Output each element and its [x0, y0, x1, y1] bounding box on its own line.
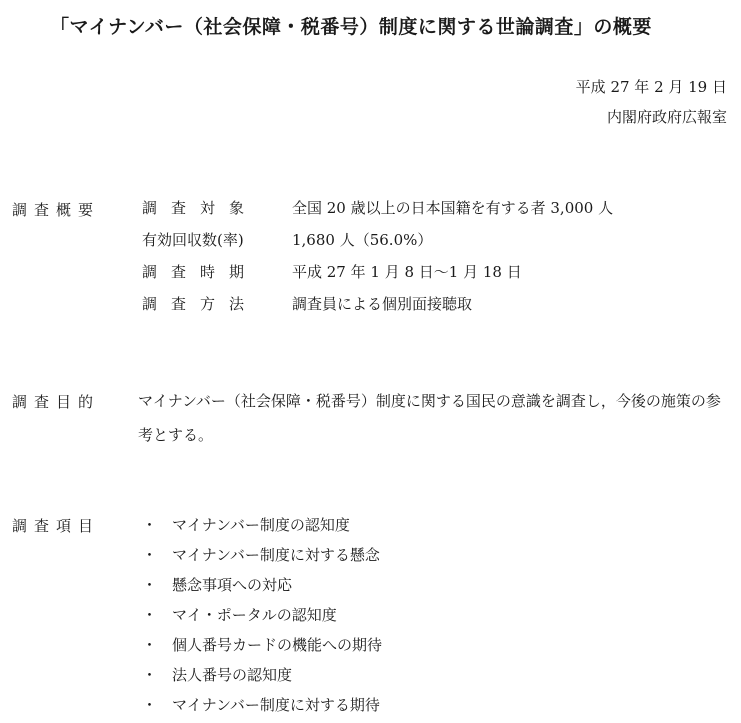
survey-items-list	[142, 510, 382, 720]
issuer-name: 内閣府政府広報室	[606, 108, 727, 126]
list-item	[142, 660, 382, 690]
list-item	[142, 540, 382, 570]
overview-value: 1,680 人（56.0%）	[292, 231, 433, 249]
bullet-icon: ・	[142, 576, 158, 594]
overview-key: 調査時期	[142, 263, 259, 281]
list-item	[142, 570, 382, 600]
list-item	[142, 690, 382, 720]
document-meta	[576, 72, 727, 132]
overview-row-method	[142, 288, 732, 320]
overview-row-target	[142, 192, 732, 224]
list-item	[142, 510, 382, 540]
list-item-text: マイ・ポータルの認知度	[172, 606, 337, 624]
overview-value: 平成 27 年 1 月 8 日～1 月 18 日	[292, 263, 522, 281]
overview-key: 調査対象	[142, 199, 259, 217]
overview-key: 調査方法	[142, 295, 259, 313]
list-item	[142, 600, 382, 630]
bullet-icon: ・	[142, 696, 158, 714]
overview-value: 調査員による個別面接聴取	[292, 295, 473, 313]
overview-row-period	[142, 256, 732, 288]
overview-value: 全国 20 歳以上の日本国籍を有する者 3,000 人	[292, 199, 614, 217]
issue-date: 平成 27 年 2 月 19 日	[575, 78, 727, 96]
bullet-icon: ・	[142, 516, 158, 534]
list-item-text: 法人番号の認知度	[172, 666, 293, 684]
overview-row-response	[142, 224, 732, 256]
bullet-icon: ・	[142, 606, 158, 624]
list-item-text: マイナンバー制度に対する期待	[172, 696, 380, 714]
document-title: 「マイナンバー（社会保障・税番号）制度に関する世論調査」の概要	[50, 16, 652, 38]
list-item-text: 個人番号カードの機能への期待	[172, 636, 383, 654]
overview-section-label: 調査概要	[12, 201, 101, 219]
list-item-text: マイナンバー制度の認知度	[172, 516, 350, 534]
bullet-icon: ・	[142, 636, 158, 654]
list-item-text: 懸念事項への対応	[172, 576, 293, 594]
purpose-text: マイナンバー（社会保障・税番号）制度に関する国民の意識を調査し，今後の施策の参考とする。	[138, 392, 721, 444]
list-item-text: マイナンバー制度に対する懸念	[172, 546, 380, 564]
list-item	[142, 630, 382, 660]
purpose-section-label: 調査目的	[12, 393, 101, 411]
bullet-icon: ・	[142, 546, 158, 564]
bullet-icon: ・	[142, 666, 158, 684]
overview-key: 有効回収数(率)	[142, 231, 244, 249]
items-section-label: 調査項目	[12, 517, 101, 535]
